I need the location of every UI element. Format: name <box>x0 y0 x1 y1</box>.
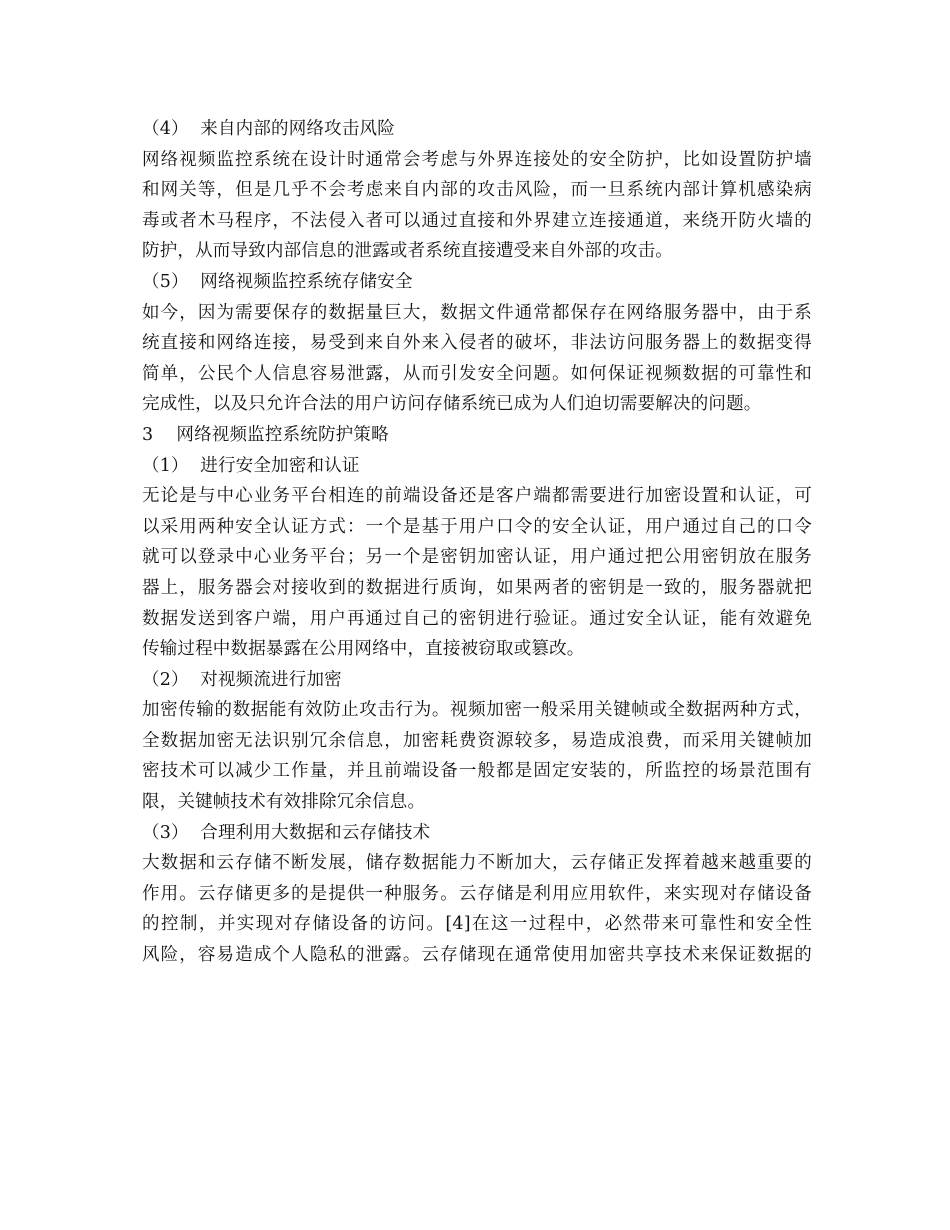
paragraph-line: 简单，公民个人信息容易泄露，从而引发安全问题。如何保证视频数据的可靠性和 <box>142 363 812 384</box>
paragraph-line: 数据发送到客户端，用户再通过自己的密钥进行验证。通过安全认证，能有效避免 <box>142 608 812 629</box>
paragraph-line: 以采用两种安全认证方式：一个是基于用户口令的安全认证，用户通过自己的口令 <box>142 516 812 537</box>
paragraph-line: 和网关等，但是几乎不会考虑来自内部的攻击风险，而一旦系统内部计算机感染病 <box>142 180 812 201</box>
paragraph-line: 统直接和网络连接，易受到来自外来入侵者的破坏，非法访问服务器上的数据变得 <box>142 333 812 354</box>
document-body <box>142 114 812 971</box>
section-heading: （5） 网络视频监控系统存储安全 <box>142 271 413 292</box>
paragraph <box>142 145 812 267</box>
paragraph-line: 大数据和云存储不断发展，储存数据能力不断加大，云存储正发挥着越来越重要的 <box>142 853 812 874</box>
paragraph-line: 传输过程中数据暴露在公用网络中，直接被窃取或篡改。 <box>142 639 585 660</box>
paragraph-line: 毒或者木马程序，不法侵入者可以通过直接和外界建立连接通道，来绕开防火墙的 <box>142 210 812 231</box>
paragraph-line: 就可以登录中心业务平台；另一个是密钥加密认证，用户通过把公用密钥放在服务 <box>142 547 812 568</box>
paragraph <box>142 481 812 665</box>
paragraph-line: 作用。云存储更多的是提供一种服务。云存储是利用应用软件，来实现对存储设备 <box>142 883 812 904</box>
paragraph-line: 无论是与中心业务平台相连的前端设备还是客户端都需要进行加密设置和认证，可 <box>142 486 812 507</box>
section-heading: （2） 对视频流进行加密 <box>142 669 342 690</box>
paragraph-line: 加密传输的数据能有效防止攻击行为。视频加密一般采用关键帧或全数据两种方式， <box>142 700 812 721</box>
section-heading: 3 网络视频监控系统防护策略 <box>142 424 389 445</box>
paragraph-line: 密技术可以减少工作量，并且前端设备一般都是固定安装的，所监控的场景范围有 <box>142 761 812 782</box>
paragraph-line: 全数据加密无法识别冗余信息，加密耗费资源较多，易造成浪费，而采用关键帧加 <box>142 730 812 751</box>
paragraph-line: 完成性，以及只允许合法的用户访问存储系统已成为人们迫切需要解决的问题。 <box>142 394 762 415</box>
paragraph-line: 网络视频监控系统在设计时通常会考虑与外界连接处的安全防护，比如设置防护墙 <box>142 149 812 170</box>
section-heading: （4） 来自内部的网络攻击风险 <box>142 119 395 139</box>
section-heading: （1） 进行安全加密和认证 <box>142 455 360 476</box>
paragraph-line: 限，关键帧技术有效排除冗余信息。 <box>142 792 426 813</box>
paragraph <box>142 695 812 817</box>
paragraph-line: 风险，容易造成个人隐私的泄露。云存储现在通常使用加密共享技术来保证数据的 <box>142 945 812 966</box>
paragraph-line: 如今，因为需要保存的数据量巨大，数据文件通常都保存在网络服务器中，由于系 <box>142 302 812 323</box>
paragraph <box>142 848 812 970</box>
paragraph-line: 防护，从而导致内部信息的泄露或者系统直接遭受来自外部的攻击。 <box>142 241 673 262</box>
paragraph-line: 的控制，并实现对存储设备的访问。[4]在这一过程中，必然带来可靠性和安全性 <box>142 914 812 935</box>
paragraph-line: 器上，服务器会对接收到的数据进行质询，如果两者的密钥是一致的，服务器就把 <box>142 577 812 598</box>
section-heading: （3） 合理利用大数据和云存储技术 <box>142 822 431 843</box>
paragraph <box>142 298 812 420</box>
